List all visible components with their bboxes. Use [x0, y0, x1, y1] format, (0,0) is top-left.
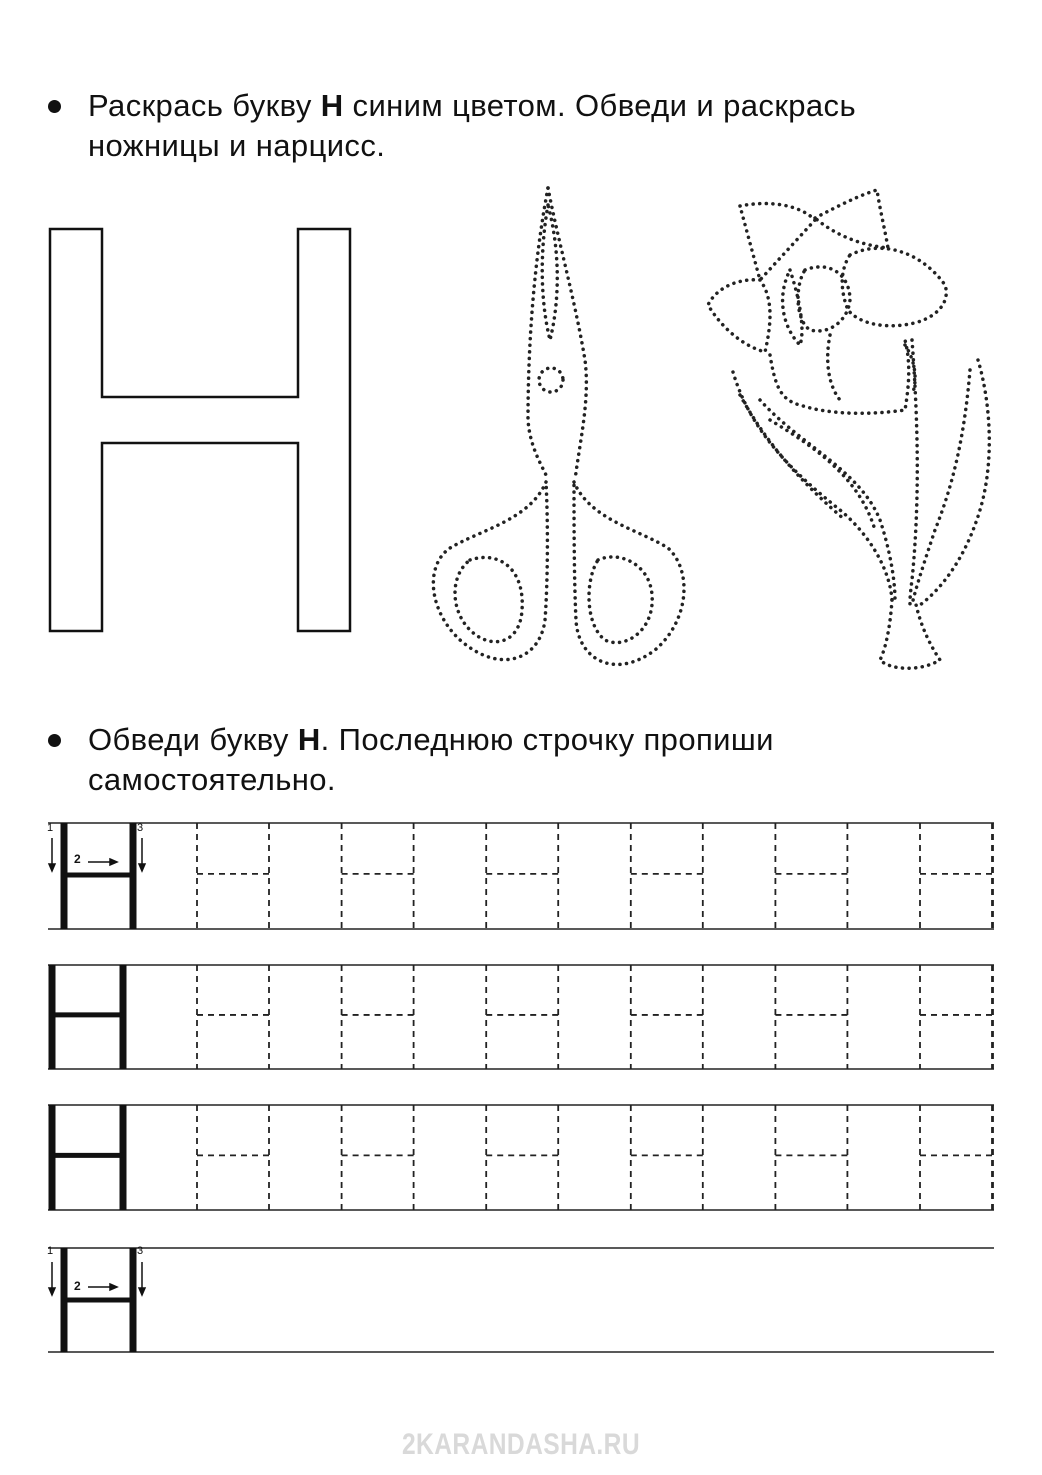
watermark: 2KARANDASHA.RU [401, 1428, 641, 1461]
stroke-step-2-label: 2 [74, 852, 81, 866]
stroke-step-3-label: 3 [137, 822, 144, 834]
letter-outline-icon[interactable] [50, 229, 350, 631]
daffodil-dotted-icon[interactable] [708, 190, 989, 668]
highlight-letter: Н [320, 88, 344, 123]
stroke-step-1-label: 1 [47, 1245, 54, 1257]
tracing-area [48, 823, 994, 1352]
instruction-text-1: Раскрась букву Н синим цветом. Обведи и раскрась ножницы и нарцисс. [88, 88, 857, 163]
highlight-letter: Н [297, 722, 321, 757]
stroke-step-3-label: 3 [137, 1245, 144, 1257]
stroke-step-2-label: 2 [74, 1279, 81, 1293]
stroke-step-1-label: 1 [47, 822, 54, 834]
scissors-dotted-icon[interactable] [433, 188, 684, 664]
instruction-text-2: Обведи букву Н. Последнюю строчку пропиши самостоятельно. [88, 722, 774, 797]
